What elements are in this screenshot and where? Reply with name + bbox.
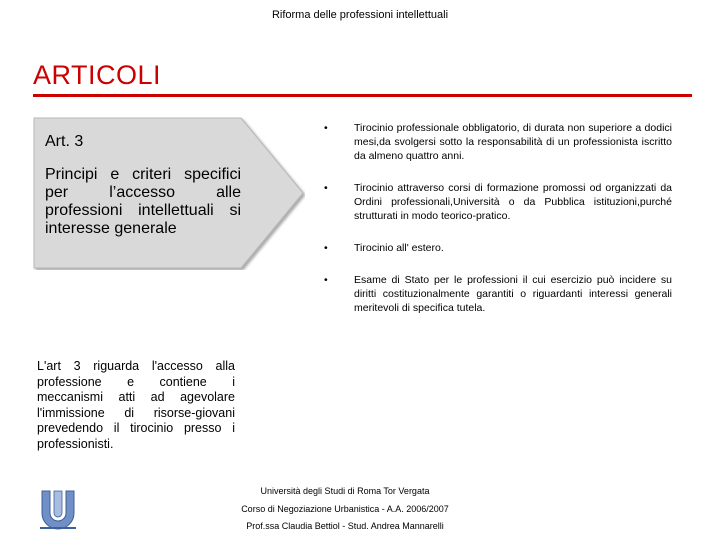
list-item	[320, 273, 672, 315]
bullet-symbol: •	[324, 274, 328, 286]
bullet-text: Tirocinio attraverso corsi di formazione promossi od organizzati da Ordini professionali,Università o da Pubblica istituzioni,purché strutturati in modo teorico-pratico.	[354, 182, 672, 222]
footer-university: Università degli Studi di Roma Tor Vergata	[260, 486, 430, 496]
list-item	[320, 241, 672, 255]
bullet-symbol: •	[324, 182, 328, 194]
bullet-text: Tirocinio all' estero.	[354, 242, 444, 254]
title-divider	[33, 94, 692, 97]
bullet-text: Tirocinio professionale obbligatorio, di durata non superiore a dodici mesi,da svolgersi sotto la responsabilità di un professionista iscritto da almeno quattro anni.	[354, 122, 672, 162]
bullet-text: Esame di Stato per le professioni il cui esercizio può incidere su diritti costituzionalmente garantiti o riguardanti interessi generali meritevoli di specifica tutela.	[354, 274, 672, 314]
footer-authors: Prof.ssa Claudia Bettiol - Stud. Andrea Mannarelli	[246, 521, 444, 531]
list-item	[320, 181, 672, 223]
article-description: Principi e criteri specifici per l’accesso alle professioni intellettuali si interesse generale	[45, 166, 241, 237]
bullet-symbol: •	[324, 122, 328, 134]
summary-note: L'art 3 riguarda l'accesso alla professione e contiene i meccanismi atti ad agevolare l'immissione di risorse-giovani prevedendo il tirocinio presso i professionisti.	[37, 359, 235, 451]
footer-course: Corso di Negoziazione Urbanistica - A.A. 2006/2007	[241, 504, 449, 514]
article-number: Art. 3	[45, 133, 84, 150]
slide-header: Riforma delle professioni intellettuali	[271, 9, 449, 21]
bullet-list	[320, 121, 672, 333]
bullet-symbol: •	[324, 242, 328, 254]
slide-title: ARTICOLI	[33, 60, 162, 90]
university-logo-icon	[36, 487, 80, 531]
list-item	[320, 121, 672, 163]
